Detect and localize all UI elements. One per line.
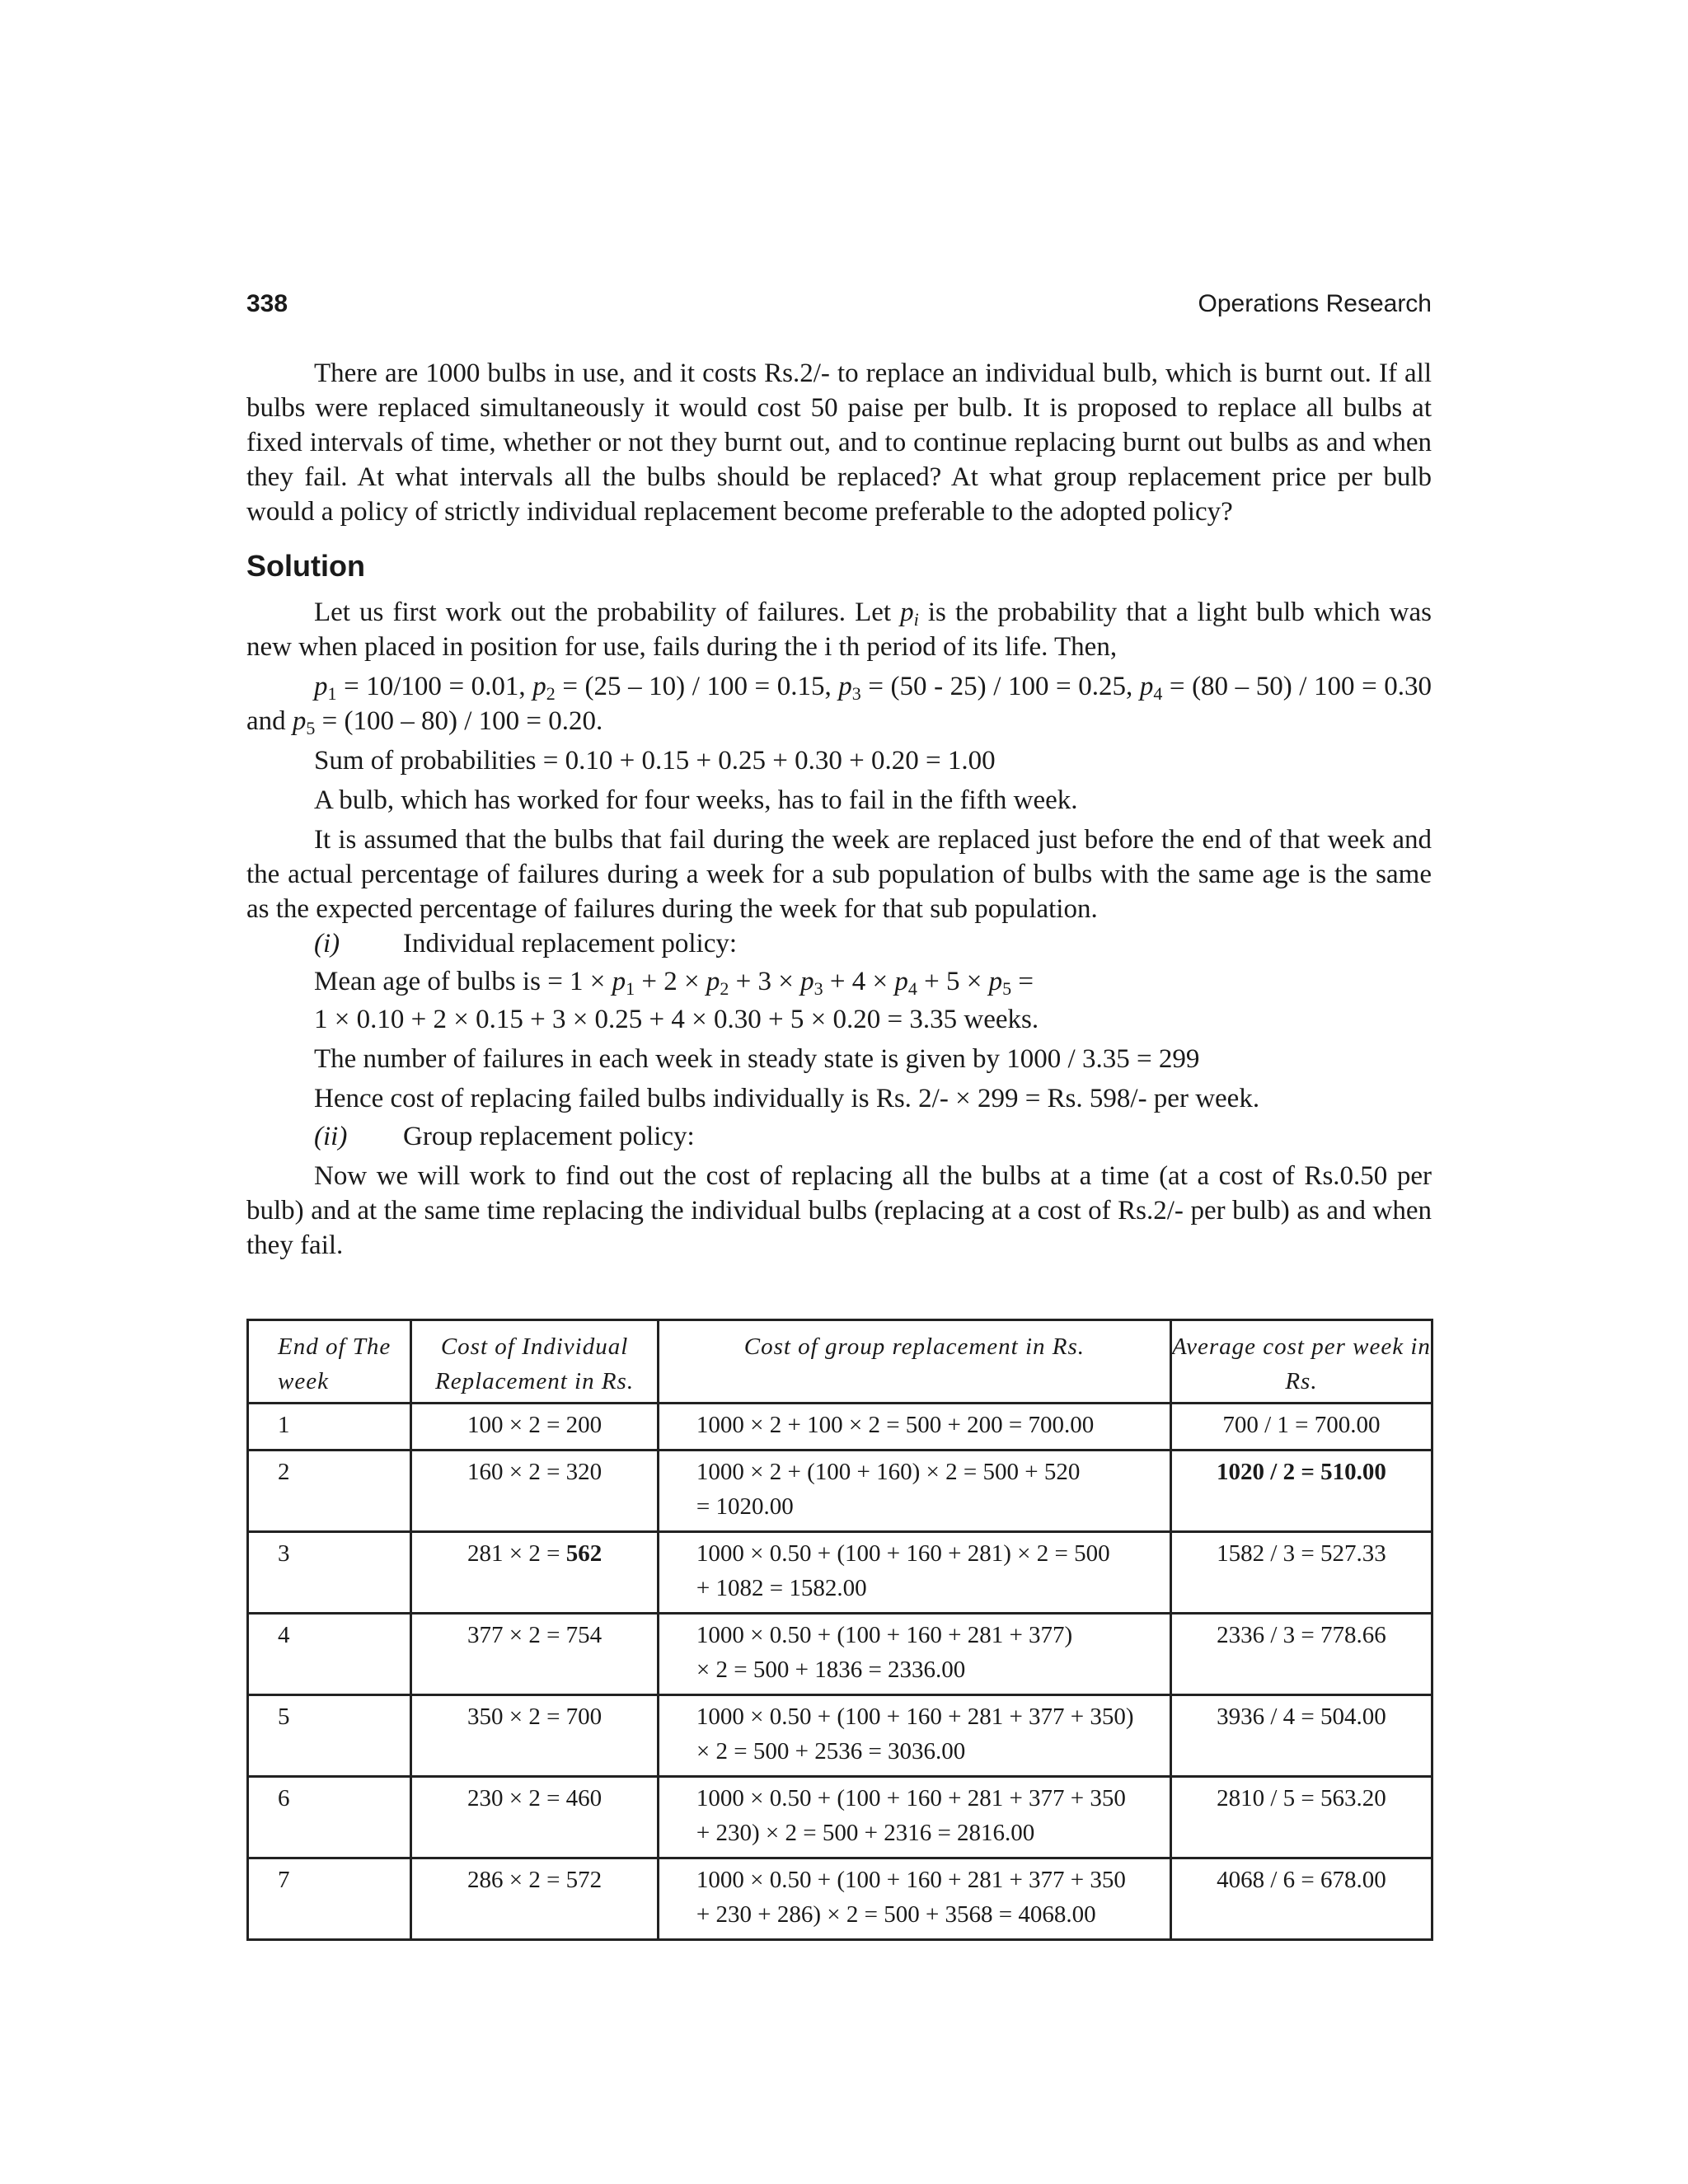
page-number: 338: [246, 290, 288, 317]
header-group-cost: Cost of group replacement in Rs.: [658, 1320, 1170, 1404]
table-header-row: [248, 1320, 1432, 1404]
group-paragraph: Now we will work to find out the cost of replacing all the bulbs at a time (at a cost of Rs.0.50 per bulb) and at the same time replacing the individual bulbs (replacing at a cost of Rs.2/- per bulb) as and when they fail.: [246, 1161, 1432, 1260]
table-row: 1 100 × 2 = 200 1000 × 2 + 100 × 2 = 500 + 200 = 700.00 700 / 1 = 700.00: [248, 1404, 1432, 1451]
problem-paragraph: There are 1000 bulbs in use, and it costs Rs.2/- to replace an individual bulb, which is burnt out. If all bulbs were replaced simultaneously it would cost 50 paise per bulb. It is proposed to replace all bulbs at fixed intervals of time, whether or not they burnt out, and to continue replacing burnt out bulbs as and when they fail. At what intervals all the bulbs should be replaced? At what group replacement price per bulb would a policy of strictly individual replacement become preferable to the adopted policy?: [246, 359, 1432, 527]
running-title: Operations Research: [1198, 290, 1432, 317]
header-average-cost: Average cost per week in Rs.: [1170, 1320, 1432, 1404]
sum-of-probabilities: Sum of probabilities = 0.10 + 0.15 + 0.25 + 0.30 + 0.20 = 1.00: [314, 746, 996, 776]
fifth-week-line: A bulb, which has worked for four weeks, has to fail in the fifth week.: [314, 785, 1078, 815]
table-row: 6 230 × 2 = 460 1000 × 0.50 + (100 + 160 + 281 + 377 + 350 + 230) × 2 = 500 + 2316 = 2816.00 2810 / 5 = 563.20: [248, 1777, 1432, 1858]
cost-line: Hence cost of replacing failed bulbs individually is Rs. 2/- × 299 = Rs. 598/- per week.: [314, 1084, 1260, 1113]
header-week: End of The week: [248, 1320, 411, 1404]
optimal-average-cost: 1020 / 2 = 510.00: [1170, 1451, 1432, 1532]
failures-line: The number of failures in each week in steady state is given by 1000 / 3.35 = 299: [314, 1044, 1200, 1074]
page-header: [246, 290, 1432, 326]
table-row: 3 281 × 2 = 562 1000 × 0.50 + (100 + 160 + 281) × 2 = 500 + 1082 = 1582.00 1582 / 3 = 527.33: [248, 1532, 1432, 1614]
intro-paragraph: Let us first work out the probability of failures. Let $p_i$ is the probability that a light bulb which was new when placed in position for use, fails during the i th period of its life. Then,: [246, 598, 1432, 662]
table-row: 5 350 × 2 = 700 1000 × 0.50 + (100 + 160 + 281 + 377 + 350) × 2 = 500 + 2536 = 3036.00 3936 / 4 = 504.00: [248, 1695, 1432, 1777]
assumption-paragraph: It is assumed that the bulbs that fail during the week are replaced just before the end of that week and the actual percentage of failures during a week for a sub population of bulbs with the same age is the same as the expected percentage of failures during the week for that sub population.: [246, 825, 1432, 924]
table-row: 4 377 × 2 = 754 1000 × 0.50 + (100 + 160 + 281 + 377) × 2 = 500 + 1836 = 2336.00 2336 / 3 = 778.66: [248, 1614, 1432, 1695]
policy-group: (ii) Group replacement policy:: [314, 1122, 695, 1151]
replacement-cost-table: [246, 1319, 1433, 1941]
table-row: 2 160 × 2 = 320 1000 × 2 + (100 + 160) × 2 = 500 + 520 = 1020.00 1020 / 2 = 510.00: [248, 1451, 1432, 1532]
solution-heading: Solution: [246, 549, 365, 583]
header-individual-cost: Cost of Individual Replacement in Rs.: [411, 1320, 659, 1404]
mean-age-formula: Mean age of bulbs is = $1 \times p_1 + 2 \times p_2 + 3 \times p_3 + 4 \times p_4 + 5 \times p_5$ =: [314, 967, 1034, 999]
mean-age-calculation: 1 × 0.10 + 2 × 0.15 + 3 × 0.25 + 4 × 0.30 + 5 × 0.20 = 3.35 weeks.: [314, 1005, 1039, 1034]
policy-individual: (i) Individual replacement policy:: [314, 929, 738, 958]
page-body: [246, 356, 1432, 1263]
probability-definitions: $p_1 = 10/100 = 0.01$, $p_2 = (25 - 10) / 100 = 0.15$, $p_3 = (50 - 25) / 100 = 0.25$, $p_4 = (80 - 50) / 100 = 0.30$ and $p_5 = (100 - 80) / 100 = 0.20$.: [246, 672, 1432, 738]
table-row: 7 286 × 2 = 572 1000 × 0.50 + (100 + 160 + 281 + 377 + 350 + 230 + 286) × 2 = 500 + 3568 = 4068.00 4068 / 6 = 678.00: [248, 1858, 1432, 1940]
